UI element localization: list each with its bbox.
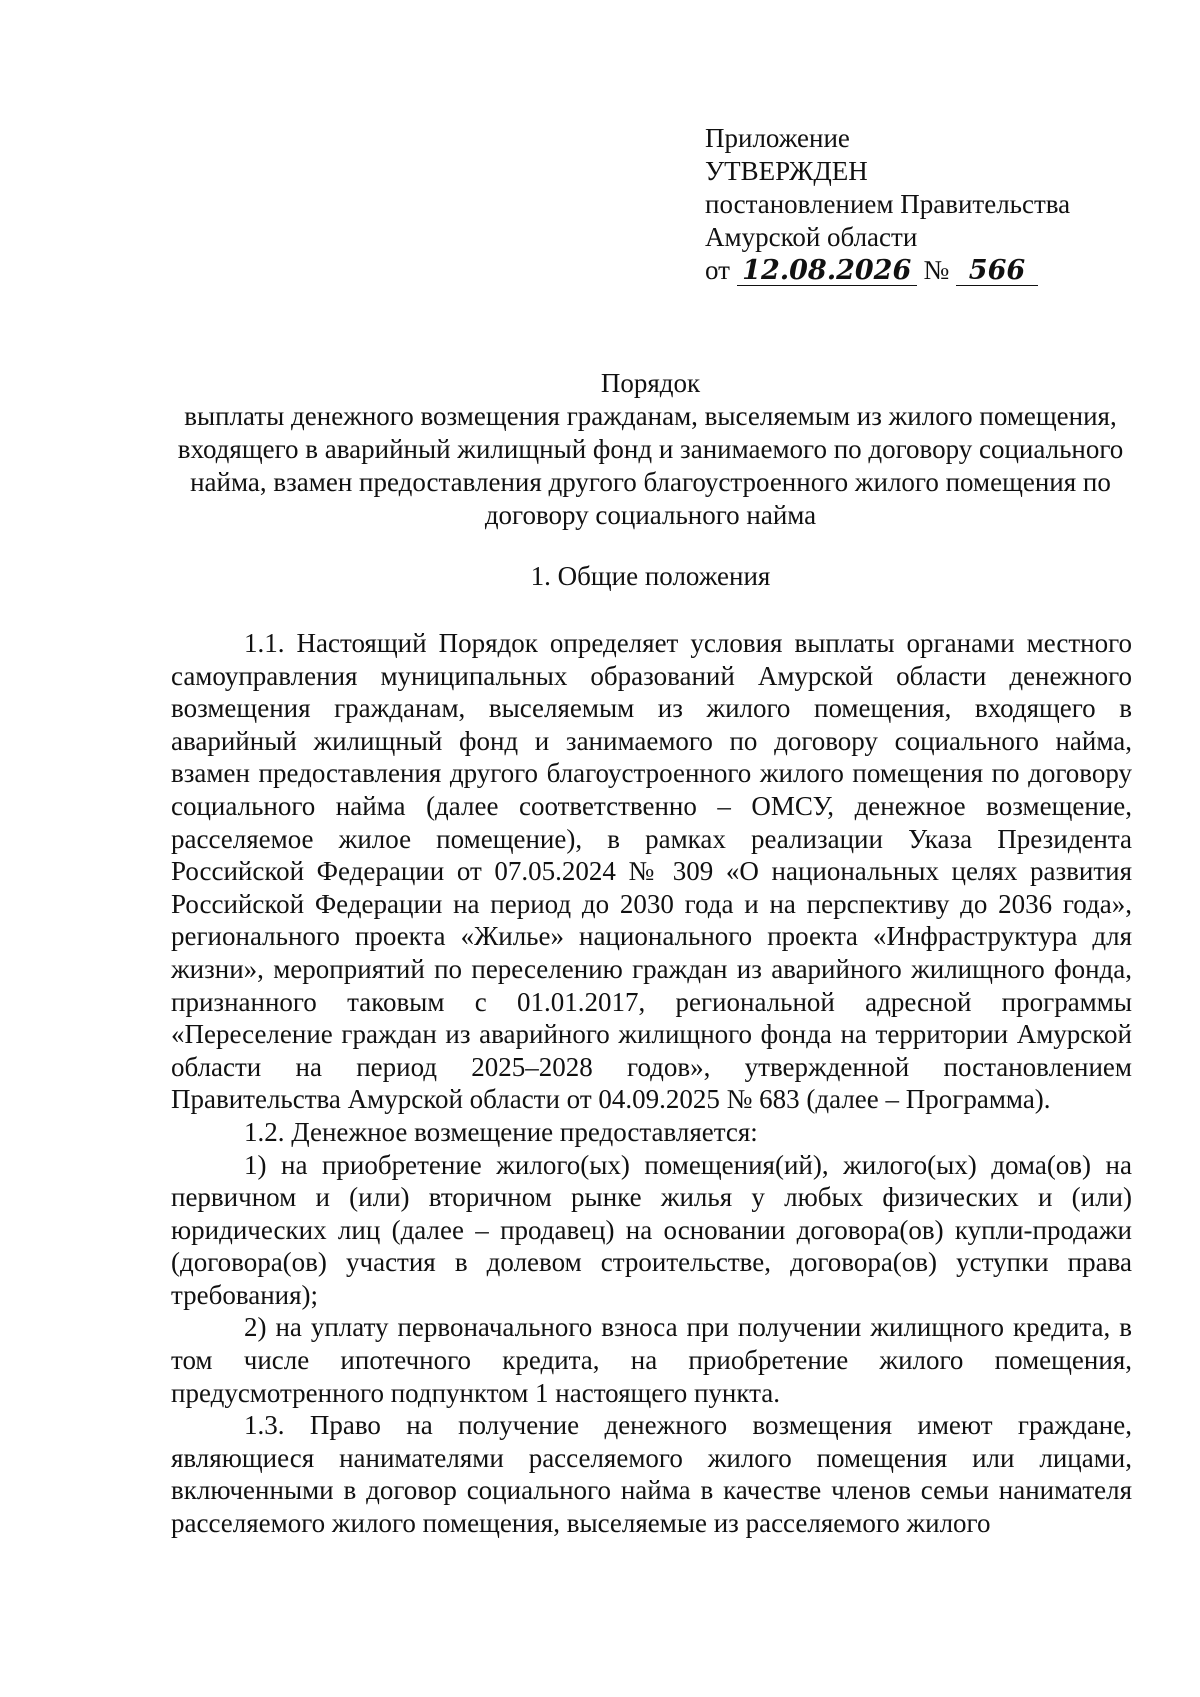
approved-label: УТВЕРЖДЕН: [705, 156, 868, 186]
resolution-date-line: [705, 254, 1125, 287]
date-prefix: от: [705, 255, 730, 285]
paragraph-1-2: 1.2. Денежное возмещение предоставляется:: [244, 1116, 758, 1147]
appendix-label: Приложение: [705, 123, 850, 153]
number-sign: №: [923, 255, 950, 285]
document-body: [171, 627, 1132, 1540]
document-heading: [168, 367, 1133, 532]
paragraph-1-2-item-2: 2) на уплату первоначального взноса при получении жилищного кредита, в том числе ипотечного кредита, на приобретение жилого помещения, предусмотренного подпунктом 1 настоящего пункта.: [171, 1312, 1132, 1408]
resolution-label: постановлением Правительства: [705, 189, 1071, 219]
paragraph-1-1: 1.1. Настоящий Порядок определяет условия выплаты органами местного самоуправления муниципальных образований Амурской области денежного возмещения гражданам, выселяемым из жилого помещения, входящего в аварийный жилищный фонд и занимаемого по договору социального найма, взамен предоставления другого благоустроенного жилого помещения по договору социального найма (далее соответственно – ОМСУ, денежное возмещение, расселяемое жилое помещение), в рамках реализации Указа Президента Российской Федерации от 07.05.2024 № 309 «О национальных целях развития Российской Федерации на период до 2030 года и на перспективу до 2036 года», регионального проекта «Жилье» национального проекта «Инфраструктура для жизни», мероприятий по переселению граждан из аварийного жилищного фонда, признанного таковым с 01.01.2017, региональной адресной программы «Переселение граждан из аварийного жилищного фонда на территории Амурской области на период 2025–2028 годов», утвержденной постановлением Правительства Амурской области от 04.09.2025 № 683 (далее – Программа).: [171, 628, 1132, 1115]
document-title: Порядок: [600, 368, 701, 398]
handwritten-number: 566: [956, 257, 1038, 286]
approval-block: [705, 122, 1125, 287]
handwritten-date: 12.08.2026: [737, 257, 917, 286]
document-subtitle: выплаты денежного возмещения гражданам, выселяемым из жилого помещения, входящего в аварийный жилищный фонд и занимаемого по договору социального найма, взамен предоставления другого благоустроенного жилого помещения по договору социального найма: [177, 401, 1124, 530]
paragraph-1-3: 1.3. Право на получение денежного возмещения имеют граждане, являющиеся нанимателями расселяемого жилого помещения или лицами, включенными в договор социального найма в качестве членов семьи нанимателя расселяемого жилого помещения, выселяемые из расселяемого жилого: [171, 1410, 1132, 1539]
section-title: 1. Общие положения: [530, 561, 771, 591]
region-label: Амурской области: [705, 222, 918, 252]
paragraph-1-2-item-1: 1) на приобретение жилого(ых) помещения(ий), жилого(ых) дома(ов) на первичном и (или) вторичном рынке жилья у любых физических и (или) юридических лиц (далее – продавец) на основании договора(ов) купли-продажи (договора(ов) участия в долевом строительстве, договора(ов) уступки права требования);: [171, 1149, 1132, 1310]
